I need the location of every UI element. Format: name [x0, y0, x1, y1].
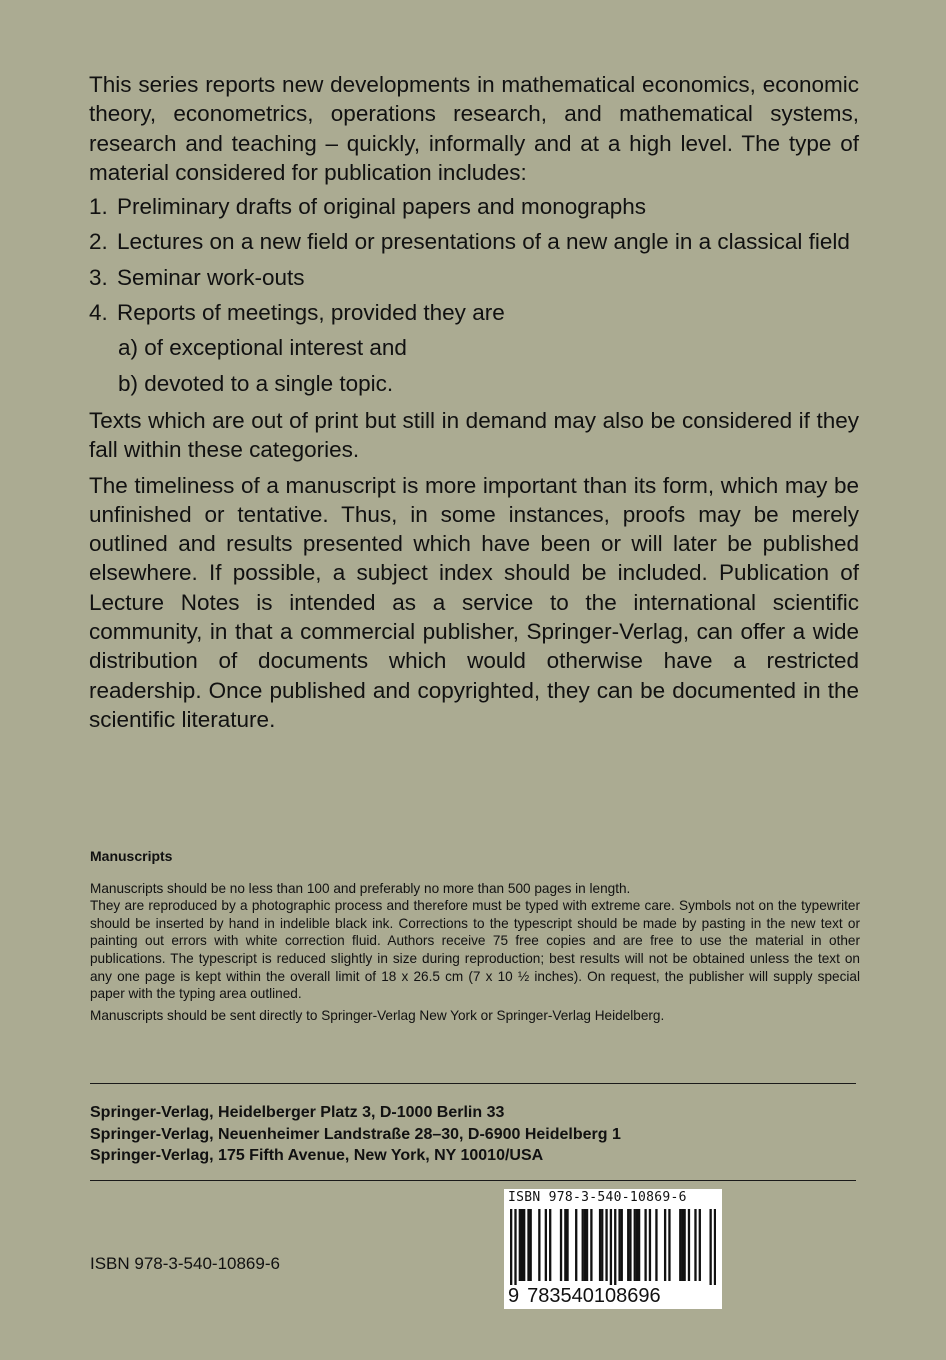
list-text: Lectures on a new field or presentations of a new angle in a classical field: [117, 229, 850, 255]
barcode-bar: [514, 1209, 516, 1285]
list-item: [89, 192, 859, 221]
manuscripts-heading: Manuscripts: [90, 848, 173, 864]
sub-item: a) of exceptional interest and: [118, 335, 407, 361]
barcode-bar: [627, 1209, 629, 1281]
barcode-bar: [668, 1209, 670, 1281]
barcode-bar: [649, 1209, 651, 1281]
barcode-lead-digit: 9: [508, 1285, 520, 1307]
list-text: Seminar work-outs: [117, 264, 305, 290]
barcode-bar: [614, 1209, 616, 1285]
barcode-bar: [679, 1209, 681, 1281]
barcode-bar: [510, 1209, 512, 1285]
barcode-bar: [681, 1209, 683, 1281]
divider-bottom: [90, 1180, 856, 1181]
barcode-bar: [566, 1209, 568, 1281]
isbn-text: ISBN 978-3-540-10869-6: [90, 1254, 280, 1273]
publisher-addresses: [90, 1102, 621, 1167]
barcode-bar: [582, 1209, 584, 1281]
barcode-bar: [575, 1209, 577, 1281]
barcode-bar: [523, 1209, 525, 1281]
out-of-print-paragraph: Texts which are out of print but still in demand may also be considered if they fall within these categories.: [89, 407, 859, 463]
barcode-bar: [634, 1209, 636, 1281]
barcode-digits-row: [508, 1285, 661, 1308]
barcode-bar: [629, 1209, 631, 1281]
barcode-bar: [530, 1209, 532, 1281]
barcode-bar: [709, 1209, 711, 1285]
barcode-bar: [564, 1209, 566, 1281]
barcode-bar: [519, 1209, 521, 1281]
barcode-bar: [584, 1209, 586, 1281]
barcode-digits: 783540108696: [527, 1285, 661, 1307]
intro-paragraph: This series reports new developments in mathematical economics, economic theory, econometrics, operations research, and mathematical systems, research and teaching – quickly, informally and at a high level. The type of material considered for publication includes:: [89, 72, 859, 185]
barcode-isbn-label: ISBN 978-3-540-10869-6: [508, 1190, 687, 1205]
list-item: [89, 227, 859, 256]
series-description: [89, 70, 859, 734]
barcode-bar: [621, 1209, 623, 1281]
isbn-barcode: [504, 1189, 722, 1309]
list-item: [89, 298, 859, 327]
barcode-bar: [664, 1209, 666, 1281]
barcode-bar: [545, 1209, 547, 1281]
sub-item: b) devoted to a single topic.: [118, 370, 394, 396]
barcode-bar: [644, 1209, 646, 1281]
barcode-bar: [699, 1209, 701, 1281]
barcode-bar: [714, 1209, 716, 1285]
barcode-bar: [599, 1209, 601, 1281]
barcode-bars: [510, 1209, 716, 1285]
manuscripts-instructions: They are reproduced by a photographic process and therefore must be typed with extreme care. Symbols not on the typewriter should be inserted by hand in indelible black ink. Corrections to the typescript should be made by pasting in the new text or painting out errors with white correction fluid. Authors receive 75 free copies and are free to use the material in other publications. The typescript is reduced slightly in size during reproduction; best results will not be obtained unless the text on any one page is kept within the overall limit of 18 x 26.5 cm (7 x 10 ½ inches). On request, the publisher will supply special paper with the typing area outlined.: [90, 898, 860, 1002]
manuscripts-submission: Manuscripts should be sent directly to Springer-Verlag New York or Springer-Verlag Heidelberg.: [90, 1007, 665, 1023]
address-berlin: Springer-Verlag, Heidelberger Platz 3, D-1000 Berlin 33: [90, 1104, 505, 1121]
manuscripts-section: [90, 848, 860, 1024]
barcode-bar: [527, 1209, 529, 1281]
barcode-bar: [638, 1209, 640, 1281]
address-new-york: Springer-Verlag, 175 Fifth Avenue, New York, NY 10010/USA: [90, 1147, 544, 1164]
barcode-bar: [683, 1209, 685, 1281]
barcode-bar: [636, 1209, 638, 1281]
barcode-bar: [605, 1209, 607, 1281]
material-list: [89, 192, 859, 327]
manuscripts-length: Manuscripts should be no less than 100 and preferably no more than 500 pages in length.: [90, 880, 631, 896]
address-heidelberg: Springer-Verlag, Neuenheimer Landstraße 28–30, D-6900 Heidelberg 1: [90, 1125, 621, 1143]
list-number: 2.: [89, 229, 108, 255]
barcode-bar: [655, 1209, 657, 1281]
barcode-bar: [560, 1209, 562, 1281]
list-text: Reports of meetings, provided they are: [117, 300, 505, 326]
barcode-bar: [601, 1209, 603, 1281]
barcode-bar: [521, 1209, 523, 1281]
list-number: 1.: [89, 194, 108, 220]
barcode-bar: [590, 1209, 592, 1281]
barcode-bar: [618, 1209, 620, 1281]
list-text: Preliminary drafts of original papers and monographs: [117, 194, 647, 220]
timeliness-paragraph: The timeliness of a manuscript is more important than its form, which may be unfinished or tentative. Thus, in some instances, proofs may be merely outlined and results presented which have been or will later be published elsewhere. If possible, a subject index should be included. Publication of Lecture Notes is intended as a service to the international scientific community, in that a commercial publisher, Springer-Verlag, can offer a wide distribution of documents which would otherwise have a restricted readership. Once published and copyrighted, they can be documented in the scientific literature.: [89, 472, 859, 732]
barcode-bar: [688, 1209, 690, 1281]
list-number: 3.: [89, 264, 108, 290]
barcode-bar: [586, 1209, 588, 1281]
barcode-bar: [694, 1209, 696, 1281]
barcode-bar: [549, 1209, 551, 1281]
list-number: 4.: [89, 300, 108, 326]
barcode-bar: [538, 1209, 540, 1281]
barcode-bar: [610, 1209, 612, 1285]
divider-top: [90, 1083, 856, 1084]
list-item: [89, 263, 859, 292]
